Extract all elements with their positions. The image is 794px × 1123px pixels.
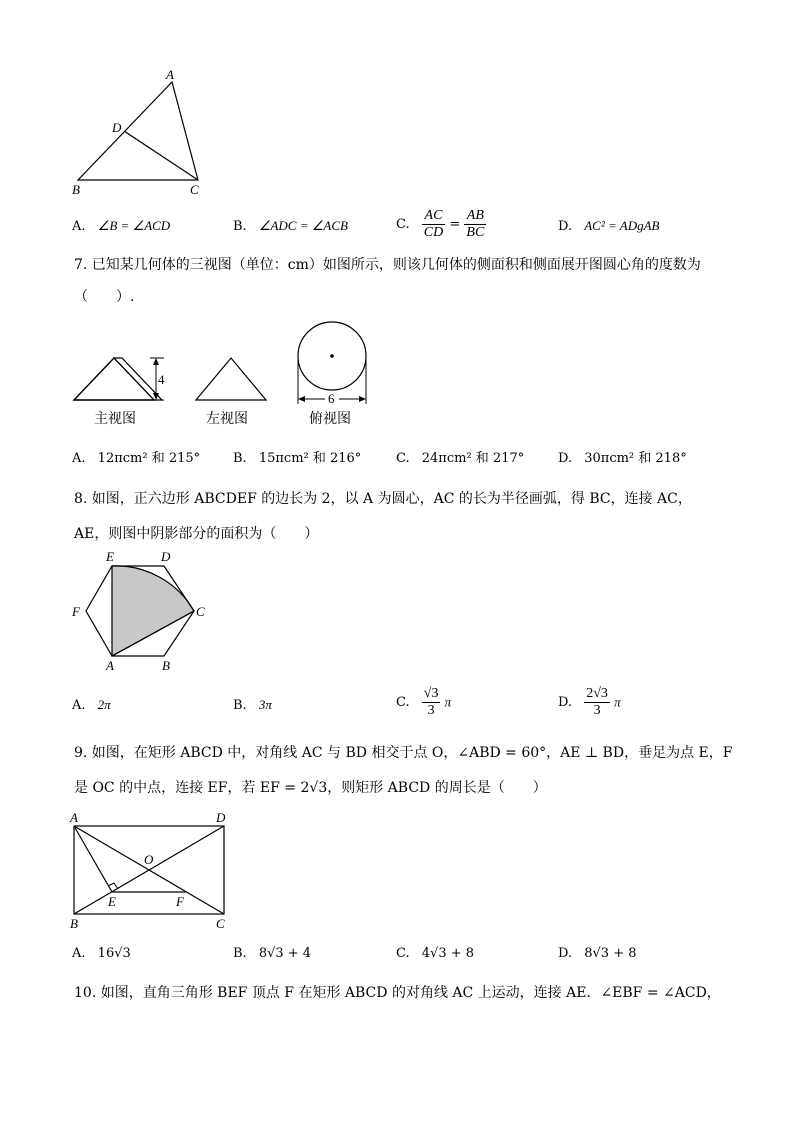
q9-label-A: A <box>70 810 78 825</box>
option-label: B. <box>233 451 247 466</box>
q9-label-E: E <box>108 894 116 909</box>
q8-label-D: D <box>161 549 171 564</box>
q8-question-line1: 8. 如图，正六边形 ABCDEF 的边长为 2，以 A 为圆心，AC 的长为半径画弧，得 BC，连接 AC， <box>74 491 692 507</box>
q8-fraction-d <box>584 686 610 719</box>
option-label: C. <box>396 217 410 232</box>
q8-option-d[interactable] <box>558 686 621 719</box>
q6-option-a[interactable] <box>72 218 170 234</box>
q6-triangle-figure <box>60 62 220 202</box>
q7-top-view-label: 俯视图 <box>309 411 351 427</box>
option-text: 8√3 + 8 <box>584 946 637 961</box>
option-label: D. <box>558 219 573 234</box>
q8-label-B: B <box>162 658 170 673</box>
option-text: 2π <box>97 697 111 712</box>
option-label: C. <box>396 946 410 961</box>
q6-label-C: C <box>190 182 199 197</box>
numerator: 2√3 <box>586 686 608 701</box>
q9-label-F: F <box>176 894 184 909</box>
q8-label-F: F <box>72 604 80 619</box>
q9-question-line2: 是 OC 的中点，连接 EF，若 EF = 2√3，则矩形 ABCD 的周长是（ ） <box>74 780 547 796</box>
option-text: 30πcm² 和 218° <box>584 451 687 466</box>
q8-question-line2: AE，则图中阴影部分的面积为（ ） <box>74 526 319 542</box>
q7-option-b[interactable] <box>233 447 361 466</box>
option-label: A. <box>72 451 86 466</box>
q9-label-O: O <box>144 852 154 867</box>
q8-option-a[interactable] <box>72 697 111 713</box>
q9-label-D: D <box>216 810 226 825</box>
option-label: B. <box>233 219 247 234</box>
numerator: AB <box>464 208 486 225</box>
q8-label-E: E <box>106 549 114 564</box>
option-text: 16√3 <box>97 946 131 961</box>
equals-sign: = <box>449 217 461 232</box>
q8-option-c[interactable] <box>396 686 451 719</box>
q9-option-c[interactable] <box>396 946 474 961</box>
q7-front-view-label: 主视图 <box>94 411 136 427</box>
option-text: ∠ADC = ∠ACB <box>258 218 348 233</box>
option-label: D. <box>558 946 573 961</box>
q7-question-line1: 7. 已知某几何体的三视图（单位：cm）如图所示，则该几何体的侧面积和侧面展开图圆心角的度数为 <box>74 257 701 273</box>
denominator: 3 <box>427 703 435 718</box>
option-text: 15πcm² 和 216° <box>258 451 362 466</box>
option-label: B. <box>233 698 247 713</box>
q7-option-d[interactable] <box>558 447 687 466</box>
q10-question-line1: 10. 如图，直角三角形 BEF 顶点 F 在矩形 ABCD 的对角线 AC 上运动，连接 AE．∠EBF = ∠ACD， <box>74 985 721 1001</box>
numerator: √3 <box>423 686 439 701</box>
numerator: AC <box>422 208 445 225</box>
q8-hexagon-figure <box>66 546 226 676</box>
pi-symbol: π <box>444 694 452 710</box>
q6-option-c[interactable] <box>396 208 486 241</box>
q6-fraction-ac-cd <box>422 208 445 241</box>
q9-option-d[interactable] <box>558 946 637 961</box>
q9-rectangle-figure <box>66 806 246 936</box>
option-label: D. <box>558 451 573 466</box>
q9-option-b[interactable] <box>233 946 311 961</box>
option-text: 4√3 + 8 <box>421 946 475 961</box>
option-label: C. <box>396 451 410 466</box>
pi-symbol: π <box>614 694 621 710</box>
q7-option-a[interactable] <box>72 447 200 466</box>
q9-option-a[interactable] <box>72 946 131 961</box>
option-text: 3π <box>258 697 272 712</box>
q7-left-view-label: 左视图 <box>206 411 248 427</box>
option-label: C. <box>396 695 410 710</box>
q7-option-c[interactable] <box>396 447 524 466</box>
option-text: ∠B = ∠ACD <box>97 218 171 233</box>
option-label: A. <box>72 946 86 961</box>
q6-label-B: B <box>72 182 80 197</box>
q6-fraction-ab-bc <box>464 208 486 241</box>
denominator: BC <box>466 225 485 240</box>
q6-option-b[interactable] <box>233 218 348 234</box>
denominator: CD <box>423 225 444 240</box>
q9-label-B: B <box>70 916 78 931</box>
q8-option-b[interactable] <box>233 697 272 713</box>
q7-width-value: 6 <box>328 391 335 406</box>
option-text: AC² = ADgAB <box>584 218 660 233</box>
q7-height-value: 4 <box>158 372 165 387</box>
option-text: 24πcm² 和 217° <box>421 451 525 466</box>
q9-question-line1: 9. 如图，在矩形 ABCD 中，对角线 AC 与 BD 相交于点 O，∠ABD = 60°，AE ⊥ BD，垂足为点 E，F <box>74 745 733 761</box>
denominator: 3 <box>593 703 601 718</box>
q6-label-D: D <box>112 120 122 135</box>
q6-option-d[interactable] <box>558 218 660 234</box>
q8-label-A: A <box>106 658 114 673</box>
option-label: D. <box>558 695 573 710</box>
q6-label-A: A <box>166 67 174 82</box>
option-label: A. <box>72 698 86 713</box>
option-text: 8√3 + 4 <box>258 946 312 961</box>
option-label: B. <box>233 946 247 961</box>
q8-label-C: C <box>196 604 205 619</box>
q8-fraction-c <box>422 686 441 719</box>
option-text: 12πcm² 和 215° <box>97 451 201 466</box>
q9-label-C: C <box>216 916 225 931</box>
option-label: A. <box>72 219 86 234</box>
q7-question-line2: （ ）. <box>74 289 135 305</box>
